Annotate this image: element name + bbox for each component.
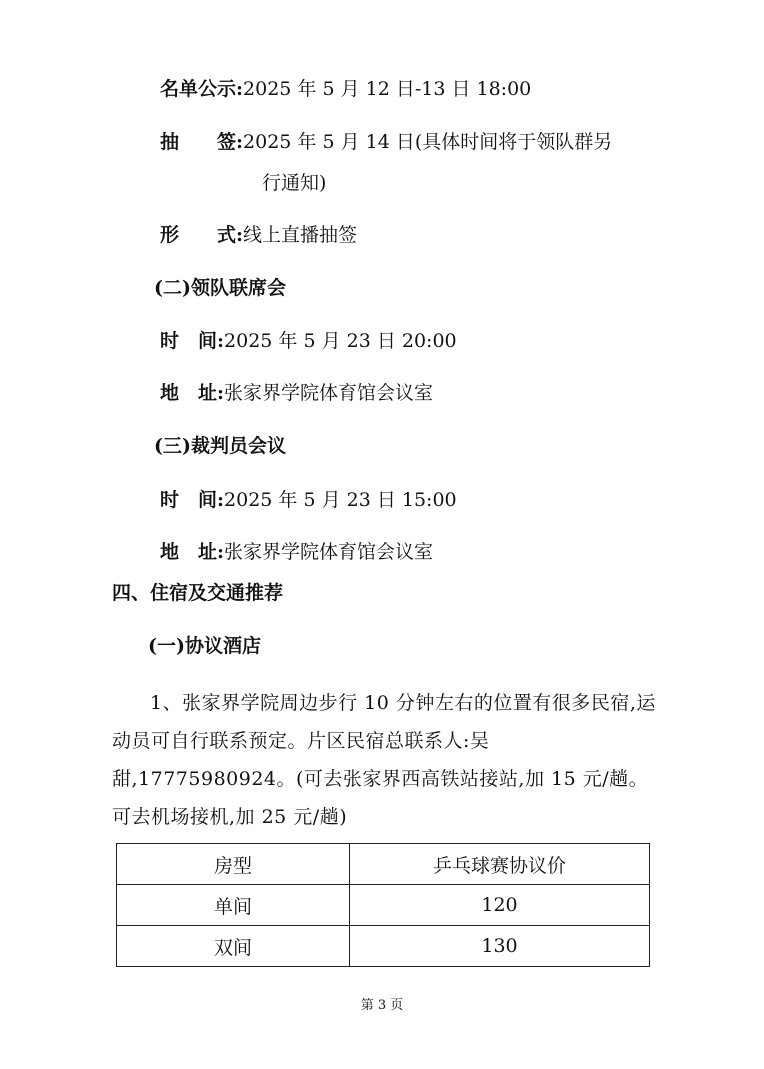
meeting-place-label: 地 址: <box>160 382 225 404</box>
hotel-paragraph: 1、张家界学院周边步行 10 分钟左右的位置有很多民宿,运动员可自行联系预定。片区民宿总联系人:吴甜,17775980924。(可去张家界西高铁站接站,加 15 元/趟。可去机场接机,加 25 元/趟) <box>112 692 656 828</box>
table-row <box>117 926 650 967</box>
referee-time-value: 2025 年 5 月 23 日 15:00 <box>224 489 457 511</box>
draw-value-cont: 行通知) <box>262 172 327 194</box>
draw-value: 2025 年 5 月 14 日(具体时间将于领队群另 <box>243 131 613 153</box>
header-price: 乒乓球赛协议价 <box>350 844 650 885</box>
meeting-time-value: 2025 年 5 月 23 日 20:00 <box>224 330 457 352</box>
table-header-row <box>117 844 650 885</box>
meeting-heading: (二)领队联席会 <box>154 277 286 299</box>
hotel-subheading: (一)协议酒店 <box>148 635 261 657</box>
referee-time-label: 时 间: <box>160 489 225 511</box>
referee-time-row <box>160 487 457 513</box>
price-cell: 120 <box>350 885 650 926</box>
room-type-cell: 双间 <box>117 926 350 967</box>
meeting-place-row <box>160 380 433 406</box>
draw-label: 抽 签: <box>160 131 244 153</box>
publicity-value: 2025 年 5 月 12 日-13 日 18:00 <box>243 78 532 100</box>
form-row <box>160 222 357 248</box>
meeting-place-value: 张家界学院体育馆会议室 <box>224 382 434 404</box>
room-type-cell: 单间 <box>117 885 350 926</box>
form-label: 形 式: <box>160 224 244 246</box>
meeting-time-row <box>160 328 457 354</box>
publicity-label: 名单公示: <box>160 78 244 100</box>
meeting-time-label: 时 间: <box>160 330 225 352</box>
page-number: 第 3 页 <box>360 998 404 1013</box>
header-room-type: 房型 <box>117 844 350 885</box>
referee-place-row <box>160 539 433 565</box>
publicity-row <box>160 76 531 102</box>
section-4-heading: 四、住宿及交通推荐 <box>112 582 284 604</box>
referee-heading: (三)裁判员会议 <box>154 435 286 457</box>
draw-row <box>160 129 612 155</box>
price-table <box>116 843 650 967</box>
form-value: 线上直播抽签 <box>243 224 358 246</box>
price-cell: 130 <box>350 926 650 967</box>
referee-place-value: 张家界学院体育馆会议室 <box>224 541 434 563</box>
table-row <box>117 885 650 926</box>
referee-place-label: 地 址: <box>160 541 225 563</box>
